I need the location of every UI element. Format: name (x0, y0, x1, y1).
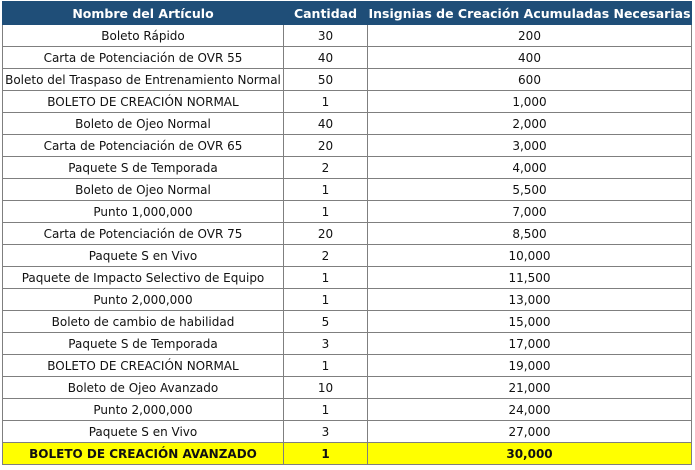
cell-quantity: 1 (284, 179, 368, 201)
table-row (3, 135, 692, 157)
cell-item-name: Boleto de cambio de habilidad (3, 311, 284, 333)
cell-badges: 19,000 (368, 355, 692, 377)
table-row (3, 113, 692, 135)
cell-quantity: 1 (284, 91, 368, 113)
cell-item-name: BOLETO DE CREACIÓN NORMAL (3, 91, 284, 113)
cell-quantity: 1 (284, 399, 368, 421)
cell-item-name: Paquete S en Vivo (3, 421, 284, 443)
cell-badges: 10,000 (368, 245, 692, 267)
cell-item-name: Punto 2,000,000 (3, 399, 284, 421)
table-body (3, 25, 692, 465)
cell-badges: 200 (368, 25, 692, 47)
cell-quantity: 3 (284, 333, 368, 355)
table-row (3, 69, 692, 91)
cell-item-name: Carta de Potenciación de OVR 75 (3, 223, 284, 245)
table-row (3, 223, 692, 245)
cell-badges: 2,000 (368, 113, 692, 135)
cell-badges: 5,500 (368, 179, 692, 201)
table-row (3, 377, 692, 399)
cell-quantity: 1 (284, 443, 368, 465)
cell-item-name: Paquete S de Temporada (3, 333, 284, 355)
cell-badges: 4,000 (368, 157, 692, 179)
cell-badges: 13,000 (368, 289, 692, 311)
table-row (3, 179, 692, 201)
header-item-name: Nombre del Artículo (3, 2, 284, 25)
cell-quantity: 40 (284, 47, 368, 69)
cell-quantity: 3 (284, 421, 368, 443)
cell-quantity: 1 (284, 355, 368, 377)
cell-quantity: 1 (284, 267, 368, 289)
cell-quantity: 10 (284, 377, 368, 399)
cell-item-name: BOLETO DE CREACIÓN AVANZADO (3, 443, 284, 465)
cell-item-name: Punto 1,000,000 (3, 201, 284, 223)
table-row (3, 355, 692, 377)
cell-item-name: Paquete S en Vivo (3, 245, 284, 267)
cell-badges: 15,000 (368, 311, 692, 333)
cell-item-name: Carta de Potenciación de OVR 55 (3, 47, 284, 69)
cell-item-name: Paquete de Impacto Selectivo de Equipo (3, 267, 284, 289)
cell-item-name: Boleto del Traspaso de Entrenamiento Normal (3, 69, 284, 91)
cell-item-name: Paquete S de Temporada (3, 157, 284, 179)
cell-badges: 30,000 (368, 443, 692, 465)
cell-item-name: Boleto Rápido (3, 25, 284, 47)
header-quantity: Cantidad (284, 2, 368, 25)
cell-item-name: Boleto de Ojeo Normal (3, 179, 284, 201)
cell-badges: 24,000 (368, 399, 692, 421)
cell-item-name: Boleto de Ojeo Avanzado (3, 377, 284, 399)
table-row (3, 333, 692, 355)
cell-quantity: 1 (284, 289, 368, 311)
table-row (3, 245, 692, 267)
cell-quantity: 50 (284, 69, 368, 91)
header-row (3, 2, 692, 25)
cell-quantity: 20 (284, 135, 368, 157)
rewards-table (2, 1, 692, 465)
cell-quantity: 20 (284, 223, 368, 245)
table-row (3, 267, 692, 289)
cell-quantity: 30 (284, 25, 368, 47)
cell-badges: 7,000 (368, 201, 692, 223)
cell-quantity: 5 (284, 311, 368, 333)
cell-item-name: Punto 2,000,000 (3, 289, 284, 311)
table-row (3, 399, 692, 421)
cell-item-name: BOLETO DE CREACIÓN NORMAL (3, 355, 284, 377)
table-row (3, 289, 692, 311)
table-row (3, 91, 692, 113)
table-row (3, 47, 692, 69)
table-row (3, 25, 692, 47)
table-row-highlighted (3, 443, 692, 465)
cell-badges: 600 (368, 69, 692, 91)
cell-quantity: 2 (284, 157, 368, 179)
cell-badges: 400 (368, 47, 692, 69)
header-accumulated-badges: Insignias de Creación Acumuladas Necesarias (368, 2, 692, 25)
cell-badges: 17,000 (368, 333, 692, 355)
cell-quantity: 40 (284, 113, 368, 135)
cell-item-name: Boleto de Ojeo Normal (3, 113, 284, 135)
cell-item-name: Carta de Potenciación de OVR 65 (3, 135, 284, 157)
cell-badges: 27,000 (368, 421, 692, 443)
cell-badges: 11,500 (368, 267, 692, 289)
table-row (3, 421, 692, 443)
cell-quantity: 1 (284, 201, 368, 223)
table-row (3, 311, 692, 333)
table-header (3, 2, 692, 25)
table-row (3, 157, 692, 179)
cell-badges: 1,000 (368, 91, 692, 113)
table-row (3, 201, 692, 223)
cell-quantity: 2 (284, 245, 368, 267)
cell-badges: 8,500 (368, 223, 692, 245)
cell-badges: 21,000 (368, 377, 692, 399)
cell-badges: 3,000 (368, 135, 692, 157)
